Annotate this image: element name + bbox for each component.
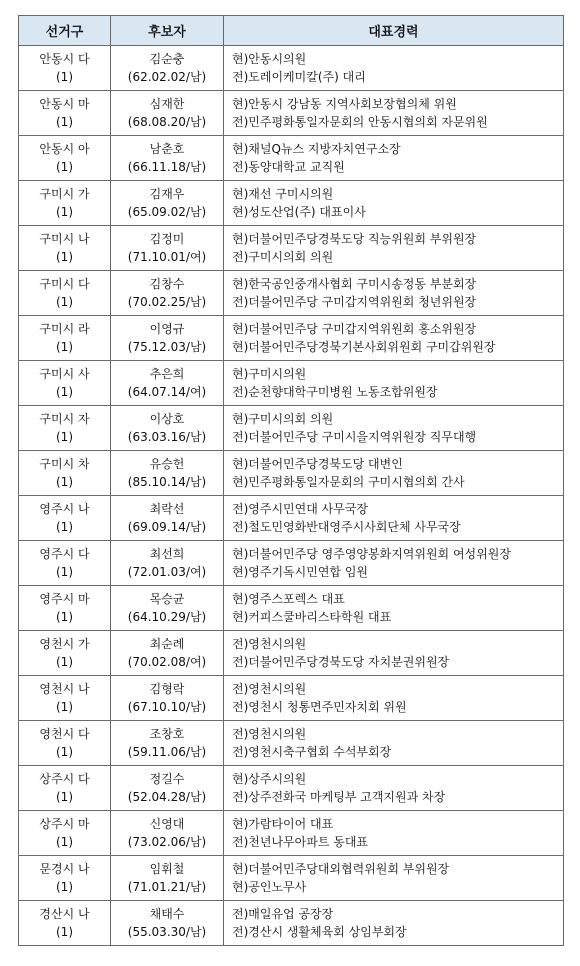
table-row: [19, 406, 564, 451]
candidate-info: (70.02.08/여): [127, 655, 207, 669]
district-cell: [19, 631, 111, 676]
career-cell: [224, 226, 564, 271]
career-line: 현)한국공인중개사협회 구미시송정동 부분회장: [232, 277, 477, 291]
district-seats: (1): [56, 700, 73, 714]
career-line: 전)천년나무아파트 동대표: [232, 835, 369, 849]
candidate-cell: [111, 181, 224, 226]
career-line: 현)상주시의원: [232, 772, 307, 786]
candidate-cell: [111, 856, 224, 901]
candidate-info: (59.11.06/남): [127, 745, 207, 759]
career-line: 전)영천시 청통면주민자치회 위원: [232, 700, 407, 714]
candidate-info: (71.01.21/남): [127, 880, 207, 894]
district-name: 영주시 나: [39, 502, 90, 516]
candidate-info: (70.02.25/남): [127, 295, 207, 309]
district-seats: (1): [56, 340, 73, 354]
candidate-name: 남춘호: [149, 142, 185, 156]
candidate-info: (85.10.14/남): [127, 475, 207, 489]
candidate-name: 이영규: [149, 322, 185, 336]
district-name: 구미시 자: [39, 412, 90, 426]
district-cell: [19, 586, 111, 631]
career-line: 전)도레이케미칼(주) 대리: [232, 70, 366, 84]
district-cell: [19, 271, 111, 316]
district-seats: (1): [56, 610, 73, 624]
candidate-name: 김형락: [149, 682, 185, 696]
career-line: 현)성도산업(주) 대표이사: [232, 205, 366, 219]
table-row: [19, 451, 564, 496]
career-line: 전)철도민영화반대영주시사회단체 사무국장: [232, 520, 461, 534]
candidate-cell: [111, 676, 224, 721]
district-name: 구미시 차: [39, 457, 90, 471]
career-line: 현)커피스쿨바리스타학원 대표: [232, 610, 392, 624]
header-district: 선거구: [19, 16, 111, 46]
header-career: 대표경력: [224, 16, 564, 46]
district-seats: (1): [56, 160, 73, 174]
candidate-info: (62.02.02/남): [127, 70, 207, 84]
district-seats: (1): [56, 70, 73, 84]
career-line: 현)더불어민주당경북기본사회위원회 구미갑위원장: [232, 340, 496, 354]
career-line: 현)안동시 강남동 지역사회보장협의체 위원: [232, 97, 457, 111]
district-cell: [19, 91, 111, 136]
candidate-cell: [111, 46, 224, 91]
district-cell: [19, 676, 111, 721]
career-line: 전)상주전화국 마케팅부 고객지원과 차장: [232, 790, 446, 804]
career-line: 현)더불어민주당 영주영양봉화지역위원회 여성위원장: [232, 547, 511, 561]
table-row: [19, 91, 564, 136]
district-name: 구미시 사: [39, 367, 90, 381]
candidate-cell: [111, 451, 224, 496]
career-cell: [224, 901, 564, 946]
career-line: 전)더불어민주당 구미갑지역위원회 청년위원장: [232, 295, 477, 309]
district-seats: (1): [56, 115, 73, 129]
district-cell: [19, 856, 111, 901]
candidate-name: 심재한: [149, 97, 185, 111]
career-line: 현)구미시의회 의원: [232, 412, 334, 426]
district-seats: (1): [56, 205, 73, 219]
career-line: 전)민주평화통일자문회의 안동시협의회 자문위원: [232, 115, 488, 129]
career-line: 현)구미시의원: [232, 367, 307, 381]
table-row: [19, 361, 564, 406]
career-line: 현)재선 구미시의원: [232, 187, 334, 201]
candidates-table: [18, 15, 564, 946]
district-name: 구미시 다: [39, 277, 90, 291]
candidate-cell: [111, 496, 224, 541]
district-seats: (1): [56, 925, 73, 939]
district-seats: (1): [56, 745, 73, 759]
table-row: [19, 721, 564, 766]
district-cell: [19, 766, 111, 811]
table-row: [19, 496, 564, 541]
candidate-name: 김순충: [149, 52, 185, 66]
career-line: 전)더불어민주당 구미시을지역위원장 직무대행: [232, 430, 477, 444]
career-line: 전)영천시의원: [232, 637, 307, 651]
candidate-name: 이상호: [149, 412, 185, 426]
district-cell: [19, 541, 111, 586]
table-row: [19, 811, 564, 856]
candidate-name: 김정미: [149, 232, 185, 246]
district-name: 안동시 다: [39, 52, 90, 66]
district-seats: (1): [56, 880, 73, 894]
district-name: 영주시 다: [39, 547, 90, 561]
candidate-info: (66.11.18/남): [127, 160, 207, 174]
career-line: 전)순천향대학구미병원 노동조합위원장: [232, 385, 438, 399]
district-cell: [19, 361, 111, 406]
career-line: 현)안동시의원: [232, 52, 307, 66]
candidate-info: (65.09.02/남): [127, 205, 207, 219]
table-row: [19, 226, 564, 271]
district-name: 상주시 다: [39, 772, 90, 786]
district-cell: [19, 811, 111, 856]
career-line: 전)더불어민주당경북도당 자치분권위원장: [232, 655, 450, 669]
candidate-name: 최락선: [149, 502, 185, 516]
table-row: [19, 46, 564, 91]
candidate-info: (63.03.16/남): [127, 430, 207, 444]
table-row: [19, 766, 564, 811]
district-seats: (1): [56, 790, 73, 804]
candidate-cell: [111, 271, 224, 316]
candidate-cell: [111, 316, 224, 361]
district-cell: [19, 496, 111, 541]
candidate-cell: [111, 586, 224, 631]
candidate-cell: [111, 811, 224, 856]
career-line: 현)민주평화통일자문회의 구미시협의회 간사: [232, 475, 465, 489]
career-line: 전)영천시의원: [232, 682, 307, 696]
career-cell: [224, 631, 564, 676]
district-name: 영천시 가: [39, 637, 90, 651]
district-cell: [19, 46, 111, 91]
career-line: 현)더불어민주당 구미갑지역위원회 홍소위원장: [232, 322, 477, 336]
career-cell: [224, 496, 564, 541]
candidate-name: 목승균: [149, 592, 185, 606]
district-name: 상주시 마: [39, 817, 90, 831]
district-cell: [19, 181, 111, 226]
career-cell: [224, 91, 564, 136]
district-name: 구미시 라: [39, 322, 90, 336]
district-seats: (1): [56, 520, 73, 534]
district-seats: (1): [56, 835, 73, 849]
career-line: 전)영천시축구협회 수석부회장: [232, 745, 392, 759]
candidate-cell: [111, 226, 224, 271]
career-line: 전)매일유업 공장장: [232, 907, 334, 921]
career-cell: [224, 136, 564, 181]
candidate-name: 김재우: [149, 187, 185, 201]
career-cell: [224, 676, 564, 721]
career-cell: [224, 541, 564, 586]
district-seats: (1): [56, 385, 73, 399]
table-row: [19, 541, 564, 586]
candidate-info: (75.12.03/남): [127, 340, 207, 354]
district-name: 구미시 나: [39, 232, 90, 246]
district-cell: [19, 136, 111, 181]
candidate-info: (69.09.14/남): [127, 520, 207, 534]
career-line: 현)영주기독시민연합 임원: [232, 565, 369, 579]
district-seats: (1): [56, 250, 73, 264]
table-row: [19, 676, 564, 721]
career-cell: [224, 766, 564, 811]
header-row: [19, 16, 564, 46]
candidate-info: (64.10.29/남): [127, 610, 207, 624]
district-cell: [19, 451, 111, 496]
candidate-name: 김창수: [149, 277, 185, 291]
district-seats: (1): [56, 565, 73, 579]
district-name: 영천시 다: [39, 727, 90, 741]
district-cell: [19, 406, 111, 451]
candidate-name: 추은희: [149, 367, 185, 381]
district-seats: (1): [56, 295, 73, 309]
candidate-name: 임휘철: [149, 862, 185, 876]
candidate-cell: [111, 136, 224, 181]
district-name: 경산시 나: [39, 907, 90, 921]
career-cell: [224, 181, 564, 226]
career-line: 전)경산시 생활체육회 상임부회장: [232, 925, 407, 939]
table-row: [19, 316, 564, 361]
candidate-name: 최순례: [149, 637, 185, 651]
district-cell: [19, 901, 111, 946]
candidate-cell: [111, 766, 224, 811]
career-cell: [224, 46, 564, 91]
district-seats: (1): [56, 475, 73, 489]
table-row: [19, 901, 564, 946]
candidate-cell: [111, 361, 224, 406]
table-body: [19, 46, 564, 946]
candidate-info: (52.04.28/남): [127, 790, 207, 804]
career-line: 현)더불어민주당대외협력위원회 부위원장: [232, 862, 450, 876]
career-cell: [224, 271, 564, 316]
candidate-name: 채태수: [149, 907, 185, 921]
candidate-info: (73.02.06/남): [127, 835, 207, 849]
district-name: 구미시 가: [39, 187, 90, 201]
district-name: 안동시 마: [39, 97, 90, 111]
table-row: [19, 586, 564, 631]
district-cell: [19, 721, 111, 766]
career-cell: [224, 721, 564, 766]
district-name: 영천시 나: [39, 682, 90, 696]
candidate-name: 조창호: [149, 727, 185, 741]
career-line: 전)영천시의원: [232, 727, 307, 741]
career-cell: [224, 451, 564, 496]
district-cell: [19, 226, 111, 271]
candidate-name: 신영대: [149, 817, 185, 831]
candidate-info: (55.03.30/남): [127, 925, 207, 939]
career-cell: [224, 406, 564, 451]
candidate-info: (72.01.03/여): [127, 565, 207, 579]
candidate-cell: [111, 406, 224, 451]
table-row: [19, 271, 564, 316]
candidate-name: 유승헌: [149, 457, 185, 471]
candidate-name: 정길수: [149, 772, 185, 786]
career-line: 현)공인노무사: [232, 880, 307, 894]
career-cell: [224, 811, 564, 856]
candidate-info: (68.08.20/남): [127, 115, 207, 129]
district-seats: (1): [56, 430, 73, 444]
district-name: 문경시 나: [39, 862, 90, 876]
career-cell: [224, 316, 564, 361]
career-line: 전)동양대학교 교직원: [232, 160, 345, 174]
table-row: [19, 181, 564, 226]
career-line: 현)가람타이어 대표: [232, 817, 334, 831]
career-line: 현)더불어민주당경북도당 대변인: [232, 457, 403, 471]
candidate-name: 최선희: [149, 547, 185, 561]
career-line: 전)영주시민연대 사무국장: [232, 502, 369, 516]
candidate-info: (67.10.10/남): [127, 700, 207, 714]
career-line: 현)채널Q뉴스 지방자치연구소장: [232, 142, 401, 156]
career-line: 전)구미시의회 의원: [232, 250, 334, 264]
candidate-cell: [111, 91, 224, 136]
career-line: 현)더불어민주당경북도당 직능위원회 부위원장: [232, 232, 477, 246]
candidate-info: (64.07.14/여): [127, 385, 207, 399]
table-row: [19, 136, 564, 181]
candidate-cell: [111, 901, 224, 946]
career-cell: [224, 586, 564, 631]
career-line: 현)영주스포렉스 대표: [232, 592, 345, 606]
candidate-info: (71.10.01/여): [127, 250, 207, 264]
career-cell: [224, 856, 564, 901]
candidate-cell: [111, 721, 224, 766]
career-cell: [224, 361, 564, 406]
district-name: 안동시 아: [39, 142, 90, 156]
district-seats: (1): [56, 655, 73, 669]
header-candidate: 후보자: [111, 16, 224, 46]
district-name: 영주시 마: [39, 592, 90, 606]
table-row: [19, 631, 564, 676]
candidate-cell: [111, 631, 224, 676]
table-row: [19, 856, 564, 901]
candidate-cell: [111, 541, 224, 586]
district-cell: [19, 316, 111, 361]
